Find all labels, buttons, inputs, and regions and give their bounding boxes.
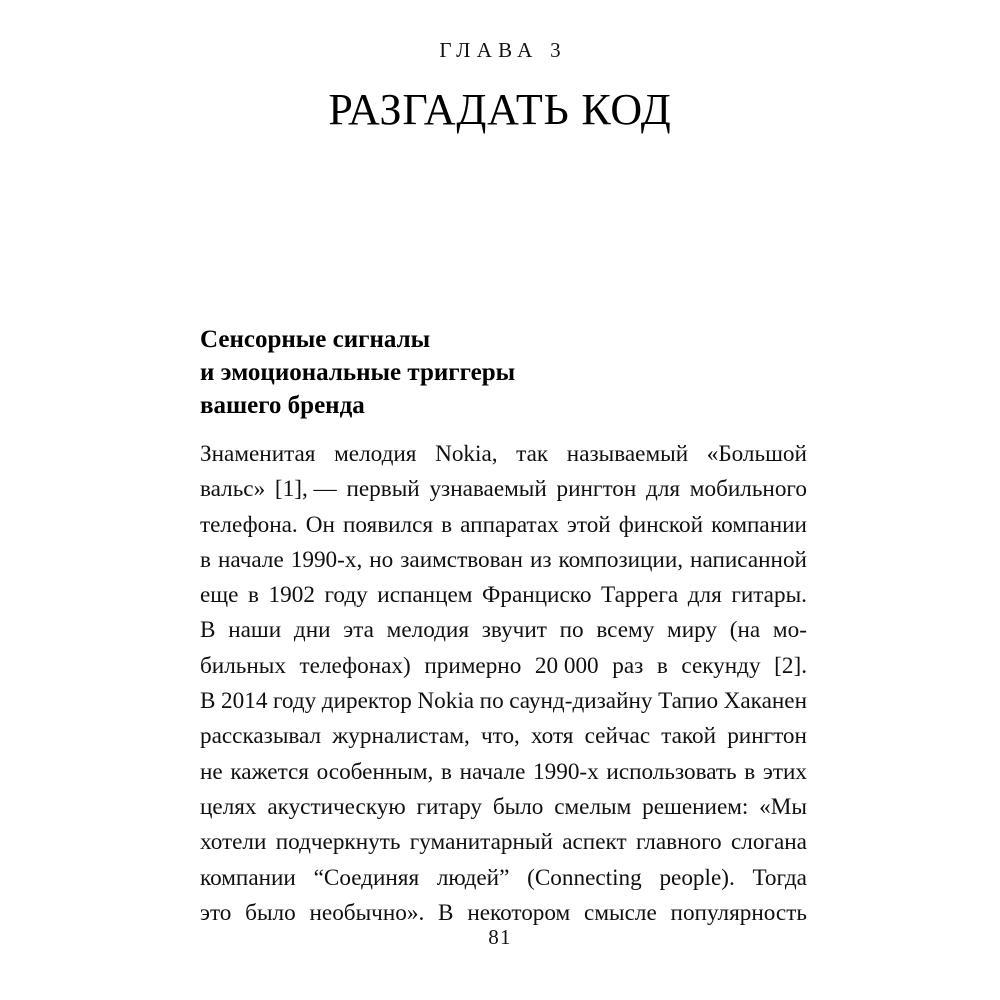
body-word: хотели [200, 829, 267, 856]
body-word: слогана [730, 829, 807, 856]
body-word: начале [459, 758, 526, 785]
body-word: рассказывал [200, 723, 322, 750]
body-word: этих [762, 758, 807, 785]
body-word: В [200, 688, 216, 715]
body-word: но [369, 546, 394, 573]
body-word: “Соединяя [313, 864, 420, 891]
body-word: для [646, 476, 681, 503]
body-word: сейчас [584, 723, 651, 750]
body-word: первый [346, 476, 420, 503]
body-word: наши [228, 617, 282, 644]
chapter-number-label: ГЛАВА 3 [439, 38, 567, 62]
body-word: что, [480, 723, 520, 750]
section-subtitle [200, 323, 810, 422]
body-word: начале [217, 546, 284, 573]
body-word: в [744, 758, 756, 785]
body-word: [1], — [274, 476, 337, 503]
body-text-line [200, 825, 807, 860]
body-word: «Большой [706, 441, 807, 467]
body-word: написанной [690, 546, 807, 573]
body-word: еще [200, 582, 239, 609]
body-word: саунд-дизайну [509, 688, 653, 715]
body-word: эта [343, 617, 374, 644]
body-word: испанцем [377, 582, 473, 609]
body-text-line [200, 755, 807, 790]
body-word: в [656, 652, 668, 679]
body-word: (на [729, 617, 761, 644]
body-word: дни [293, 617, 331, 644]
body-word: компании [200, 864, 296, 891]
body-text-line [200, 684, 807, 719]
body-word: необычно». [309, 899, 425, 926]
body-word: бильных [200, 652, 286, 679]
body-word: решением: [642, 793, 749, 820]
body-word: раз [612, 652, 644, 679]
body-word: 2014 [221, 688, 268, 715]
body-word: [2]. [774, 652, 807, 679]
body-word: главного [635, 829, 722, 856]
body-word: целях [200, 793, 257, 820]
body-word: В [200, 617, 216, 644]
body-word: people). [659, 864, 735, 891]
body-word: по [559, 617, 584, 644]
body-word: мо- [772, 617, 807, 644]
body-paragraph [200, 437, 807, 931]
body-text-line [200, 543, 807, 578]
body-word: в [248, 582, 259, 609]
body-word: мелодия [386, 617, 470, 644]
body-word: этой [566, 511, 611, 538]
body-word: в [441, 511, 453, 538]
body-word: по [479, 688, 504, 715]
body-word: так [516, 441, 549, 467]
body-word: такой [661, 723, 717, 750]
body-word: Он [305, 511, 335, 538]
body-word: Таррега [601, 582, 679, 609]
body-word: году [324, 582, 368, 609]
body-word: (Connecting [527, 864, 642, 891]
body-word: узнаваемый [429, 476, 547, 503]
body-word: Тапио [658, 688, 719, 715]
chapter-title: РАЗГАДАТЬ КОД [328, 85, 672, 135]
body-word: в [200, 546, 211, 573]
body-word: Nokia [417, 688, 475, 715]
body-word: в [440, 758, 452, 785]
body-word: примерно [424, 652, 522, 679]
body-word: 1990-х [533, 758, 599, 785]
body-word: для [687, 582, 722, 609]
body-word: 20 000 [534, 652, 599, 679]
body-word: из [529, 546, 552, 573]
body-word: заимствован [400, 546, 523, 573]
body-text-line [200, 613, 807, 648]
body-word: некотором [467, 899, 571, 926]
body-word: рингтон [556, 476, 637, 503]
body-word: людей” [436, 864, 510, 891]
body-text-line [200, 508, 807, 543]
body-word: особенным, [316, 758, 434, 785]
body-word: не [200, 758, 223, 785]
body-word: появился [342, 511, 434, 538]
body-text-line [200, 649, 807, 684]
body-word: вальс» [200, 476, 266, 503]
body-word: всему [596, 617, 655, 644]
body-word: рингтон [727, 723, 807, 750]
body-word: звучит [481, 617, 547, 644]
body-word: аспект [562, 829, 627, 856]
body-word: было [245, 899, 296, 926]
body-word: композиции, [558, 546, 684, 573]
section-subtitle-line: Сенсорные сигналы [200, 325, 431, 353]
section-subtitle-line: вашего бренда [200, 391, 365, 419]
body-word: миру [667, 617, 718, 644]
body-word: мобильного [689, 476, 807, 503]
body-word: Хаканен [723, 688, 807, 715]
body-word: гуманитарный [409, 829, 553, 856]
body-word: это [200, 899, 232, 926]
body-word: телефона. [200, 511, 298, 538]
body-word: смелым [554, 793, 632, 820]
body-word: называемый [566, 441, 689, 467]
page-number: 81 [488, 925, 512, 949]
body-word: году [272, 688, 317, 715]
body-word: финской [618, 511, 704, 538]
body-word: Nokia, [435, 441, 498, 467]
body-word: Тогда [752, 864, 807, 891]
body-text-line [200, 719, 807, 754]
body-word: секунду [681, 652, 761, 679]
body-word: Знаменитая [200, 441, 316, 467]
body-word: журналистам, [332, 723, 470, 750]
body-word: акустическую [267, 793, 406, 820]
body-text-line [200, 437, 807, 472]
body-text-line [200, 578, 807, 613]
body-word: популярность [670, 899, 807, 926]
body-text-line [200, 472, 807, 507]
body-word: аппаратах [460, 511, 559, 538]
body-word: кажется [230, 758, 309, 785]
body-word: телефонах) [299, 652, 411, 679]
body-word: подчеркнуть [275, 829, 401, 856]
body-word: гитары. [731, 582, 807, 609]
body-word: использовать [606, 758, 737, 785]
body-word: компании [711, 511, 807, 538]
body-word: было [492, 793, 544, 820]
body-word: 1902 [268, 582, 315, 609]
body-word: «Мы [759, 793, 807, 820]
body-text-line [200, 861, 807, 896]
body-text-line [200, 790, 807, 825]
chapter-header [0, 38, 1000, 165]
body-word: директор [321, 688, 412, 715]
body-word: хотя [530, 723, 574, 750]
body-word: мелодия [334, 441, 417, 467]
body-word: смысле [584, 899, 657, 926]
body-word: гитару [416, 793, 483, 820]
section-subtitle-line: и эмоциональные триггеры [200, 358, 516, 386]
body-word: 1990-х, [290, 546, 363, 573]
body-word: Франциско [482, 582, 592, 609]
body-word: В [438, 899, 454, 926]
